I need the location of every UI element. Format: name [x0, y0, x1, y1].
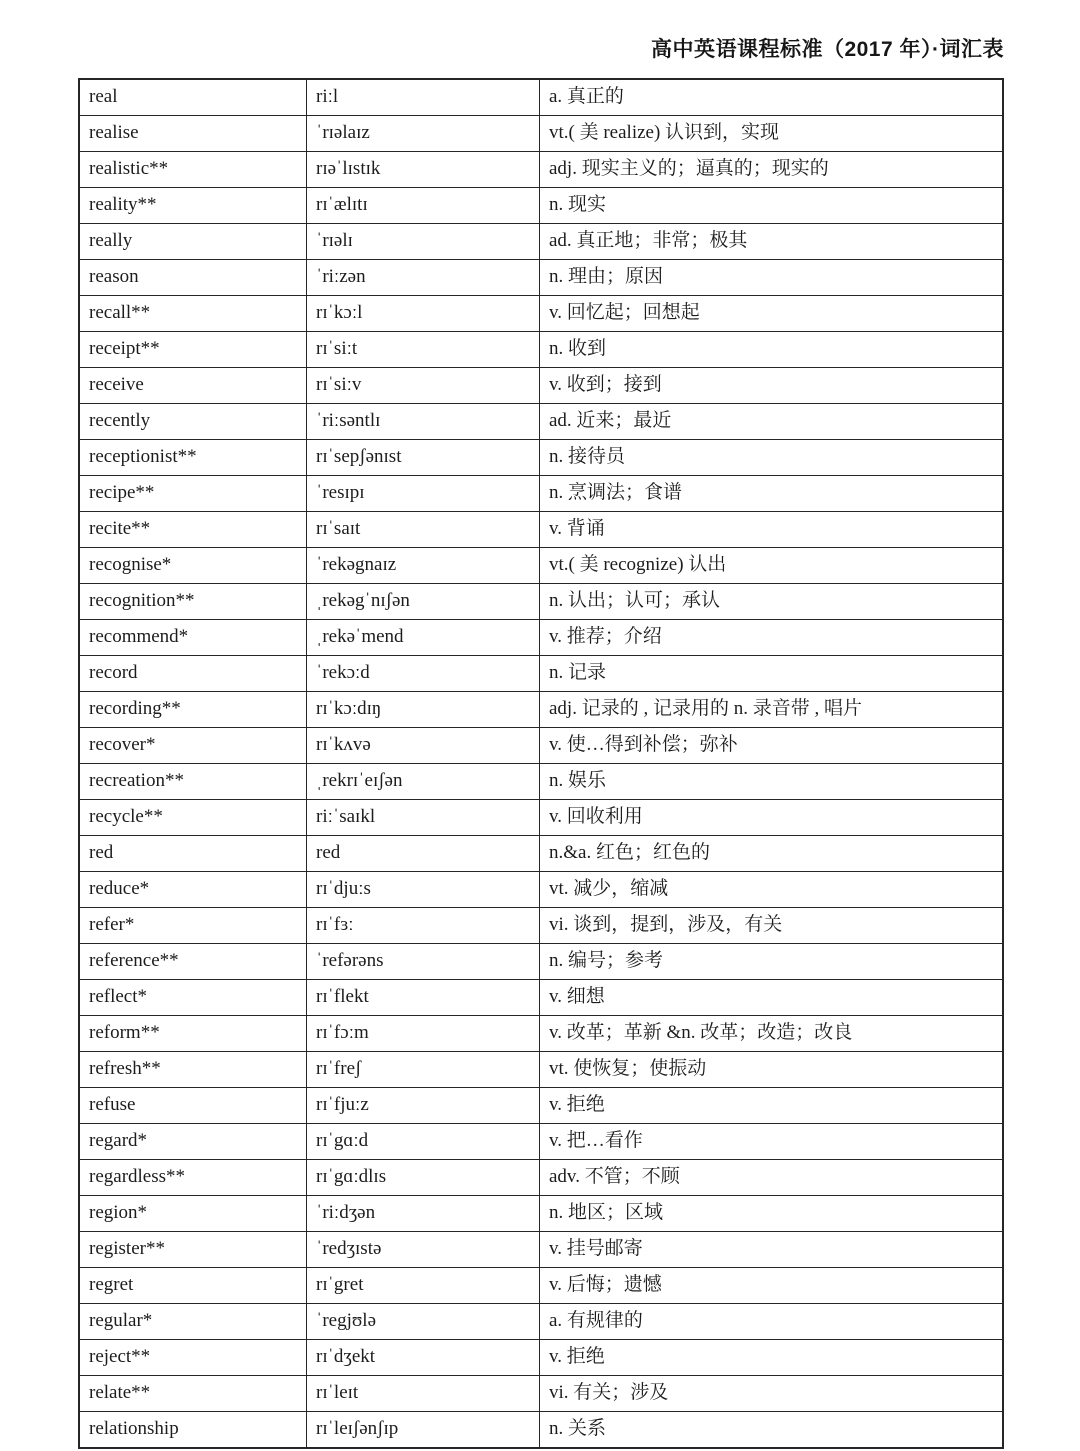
word-cell: refresh** — [79, 1052, 307, 1088]
table-row — [79, 1088, 1003, 1124]
word-cell: regular* — [79, 1304, 307, 1340]
word-cell: reform** — [79, 1016, 307, 1052]
table-row — [79, 260, 1003, 296]
definition-cell: n. 编号；参考 — [540, 944, 1004, 980]
definition-cell: v. 回收利用 — [540, 800, 1004, 836]
definition-cell: n. 接待员 — [540, 440, 1004, 476]
word-cell: region* — [79, 1196, 307, 1232]
definition-cell: vt. 减少，缩减 — [540, 872, 1004, 908]
definition-cell: v. 把…看作 — [540, 1124, 1004, 1160]
ipa-cell: ˈriːdʒən — [307, 1196, 540, 1232]
table-row — [79, 188, 1003, 224]
ipa-cell: rɪˈfɜː — [307, 908, 540, 944]
table-row — [79, 1160, 1003, 1196]
word-cell: refuse — [79, 1088, 307, 1124]
table-row — [79, 476, 1003, 512]
ipa-cell: rɪˈkɔːl — [307, 296, 540, 332]
definition-cell: v. 后悔；遗憾 — [540, 1268, 1004, 1304]
ipa-cell: rɪˈkɔːdɪŋ — [307, 692, 540, 728]
definition-cell: v. 回忆起；回想起 — [540, 296, 1004, 332]
word-cell: red — [79, 836, 307, 872]
ipa-cell: rɪˈsepʃənɪst — [307, 440, 540, 476]
word-cell: regret — [79, 1268, 307, 1304]
word-cell: recipe** — [79, 476, 307, 512]
definition-cell: vi. 有关；涉及 — [540, 1376, 1004, 1412]
ipa-cell: rɪˈsiːt — [307, 332, 540, 368]
word-cell: recite** — [79, 512, 307, 548]
word-cell: receipt** — [79, 332, 307, 368]
word-cell: refer* — [79, 908, 307, 944]
ipa-cell: rɪˈkʌvə — [307, 728, 540, 764]
ipa-cell: ˌrekəgˈnɪʃən — [307, 584, 540, 620]
table-row — [79, 1124, 1003, 1160]
word-cell: really — [79, 224, 307, 260]
table-row — [79, 1052, 1003, 1088]
ipa-cell: ˈriːsəntlɪ — [307, 404, 540, 440]
ipa-cell: riːˈsaɪkl — [307, 800, 540, 836]
table-row — [79, 1196, 1003, 1232]
definition-cell: adj. 记录的 , 记录用的 n. 录音带 , 唱片 — [540, 692, 1004, 728]
definition-cell: v. 挂号邮寄 — [540, 1232, 1004, 1268]
table-row — [79, 620, 1003, 656]
ipa-cell: red — [307, 836, 540, 872]
definition-cell: v. 细想 — [540, 980, 1004, 1016]
ipa-cell: rɪˈfjuːz — [307, 1088, 540, 1124]
definition-cell: adv. 不管；不顾 — [540, 1160, 1004, 1196]
ipa-cell: rɪˈsaɪt — [307, 512, 540, 548]
definition-cell: vi. 谈到，提到，涉及，有关 — [540, 908, 1004, 944]
word-cell: recently — [79, 404, 307, 440]
word-cell: recover* — [79, 728, 307, 764]
table-row — [79, 548, 1003, 584]
table-row — [79, 1412, 1003, 1449]
table-row — [79, 1016, 1003, 1052]
word-cell: reality** — [79, 188, 307, 224]
table-row — [79, 1268, 1003, 1304]
table-row — [79, 440, 1003, 476]
table-row — [79, 368, 1003, 404]
page-header — [78, 33, 1004, 63]
definition-cell: a. 有规律的 — [540, 1304, 1004, 1340]
definition-cell: vt. 使恢复；使振动 — [540, 1052, 1004, 1088]
definition-cell: a. 真正的 — [540, 79, 1004, 116]
definition-cell: n. 记录 — [540, 656, 1004, 692]
table-row — [79, 152, 1003, 188]
word-cell: receive — [79, 368, 307, 404]
definition-cell: v. 拒绝 — [540, 1340, 1004, 1376]
table-row — [79, 656, 1003, 692]
definition-cell: ad. 近来；最近 — [540, 404, 1004, 440]
word-cell: reflect* — [79, 980, 307, 1016]
ipa-cell: rɪˈdʒekt — [307, 1340, 540, 1376]
word-cell: recall** — [79, 296, 307, 332]
table-row — [79, 404, 1003, 440]
definition-cell: n. 现实 — [540, 188, 1004, 224]
vocabulary-table — [78, 78, 1004, 1449]
table-row — [79, 872, 1003, 908]
definition-cell: v. 使…得到补偿；弥补 — [540, 728, 1004, 764]
definition-cell: n. 娱乐 — [540, 764, 1004, 800]
word-cell: receptionist** — [79, 440, 307, 476]
ipa-cell: ˈrefərəns — [307, 944, 540, 980]
definition-cell: n. 关系 — [540, 1412, 1004, 1449]
word-cell: regard* — [79, 1124, 307, 1160]
table-row — [79, 908, 1003, 944]
ipa-cell: rɪˈflekt — [307, 980, 540, 1016]
ipa-cell: rɪəˈlɪstɪk — [307, 152, 540, 188]
word-cell: recommend* — [79, 620, 307, 656]
ipa-cell: ˈrɪəlaɪz — [307, 116, 540, 152]
definition-cell: ad. 真正地；非常；极其 — [540, 224, 1004, 260]
ipa-cell: rɪˈleɪʃənʃɪp — [307, 1412, 540, 1449]
word-cell: realistic** — [79, 152, 307, 188]
table-row — [79, 224, 1003, 260]
word-cell: recycle** — [79, 800, 307, 836]
ipa-cell: ˈresɪpɪ — [307, 476, 540, 512]
ipa-cell: ˌrekəˈmend — [307, 620, 540, 656]
definition-cell: v. 拒绝 — [540, 1088, 1004, 1124]
table-row — [79, 1340, 1003, 1376]
table-row — [79, 1232, 1003, 1268]
table-row — [79, 836, 1003, 872]
ipa-cell: rɪˈsiːv — [307, 368, 540, 404]
ipa-cell: ˈrekɔːd — [307, 656, 540, 692]
word-cell: relationship — [79, 1412, 307, 1449]
definition-cell: n. 认出；认可；承认 — [540, 584, 1004, 620]
word-cell: recording** — [79, 692, 307, 728]
definition-cell: vt.( 美 realize) 认识到，实现 — [540, 116, 1004, 152]
definition-cell: v. 收到；接到 — [540, 368, 1004, 404]
definition-cell: n.&a. 红色；红色的 — [540, 836, 1004, 872]
table-row — [79, 728, 1003, 764]
definition-cell: v. 改革；革新 &n. 改革；改造；改良 — [540, 1016, 1004, 1052]
word-cell: realise — [79, 116, 307, 152]
definition-cell: n. 地区；区域 — [540, 1196, 1004, 1232]
ipa-cell: rɪˈleɪt — [307, 1376, 540, 1412]
word-cell: reject** — [79, 1340, 307, 1376]
ipa-cell: rɪˈfɔːm — [307, 1016, 540, 1052]
table-row — [79, 296, 1003, 332]
definition-cell: n. 收到 — [540, 332, 1004, 368]
vocabulary-table-body — [79, 79, 1003, 1448]
word-cell: record — [79, 656, 307, 692]
ipa-cell: ˈregjʊlə — [307, 1304, 540, 1340]
definition-cell: vt.( 美 recognize) 认出 — [540, 548, 1004, 584]
ipa-cell: rɪˈgɑːd — [307, 1124, 540, 1160]
ipa-cell: rɪˈdjuːs — [307, 872, 540, 908]
table-row — [79, 512, 1003, 548]
table-row — [79, 764, 1003, 800]
table-row — [79, 116, 1003, 152]
word-cell: reference** — [79, 944, 307, 980]
word-cell: reduce* — [79, 872, 307, 908]
ipa-cell: ˈredʒɪstə — [307, 1232, 540, 1268]
word-cell: regardless** — [79, 1160, 307, 1196]
table-row — [79, 584, 1003, 620]
definition-cell: adj. 现实主义的；逼真的；现实的 — [540, 152, 1004, 188]
table-row — [79, 980, 1003, 1016]
definition-cell: n. 理由；原因 — [540, 260, 1004, 296]
word-cell: real — [79, 79, 307, 116]
ipa-cell: riːl — [307, 79, 540, 116]
table-row — [79, 79, 1003, 116]
ipa-cell: ˈriːzən — [307, 260, 540, 296]
page-title: 高中英语课程标准（2017 年）·词汇表 — [650, 38, 1004, 61]
table-row — [79, 944, 1003, 980]
ipa-cell: ˈrekəgnaɪz — [307, 548, 540, 584]
definition-cell: v. 推荐；介绍 — [540, 620, 1004, 656]
word-cell: relate** — [79, 1376, 307, 1412]
ipa-cell: ˈrɪəlɪ — [307, 224, 540, 260]
ipa-cell: rɪˈgɑːdlɪs — [307, 1160, 540, 1196]
ipa-cell: rɪˈgret — [307, 1268, 540, 1304]
word-cell: recognition** — [79, 584, 307, 620]
word-cell: recreation** — [79, 764, 307, 800]
table-row — [79, 332, 1003, 368]
table-row — [79, 1376, 1003, 1412]
ipa-cell: rɪˈælɪtɪ — [307, 188, 540, 224]
table-row — [79, 692, 1003, 728]
definition-cell: n. 烹调法；食谱 — [540, 476, 1004, 512]
word-cell: register** — [79, 1232, 307, 1268]
word-cell: reason — [79, 260, 307, 296]
table-row — [79, 800, 1003, 836]
ipa-cell: rɪˈfreʃ — [307, 1052, 540, 1088]
table-row — [79, 1304, 1003, 1340]
word-cell: recognise* — [79, 548, 307, 584]
definition-cell: v. 背诵 — [540, 512, 1004, 548]
ipa-cell: ˌrekrɪˈeɪʃən — [307, 764, 540, 800]
